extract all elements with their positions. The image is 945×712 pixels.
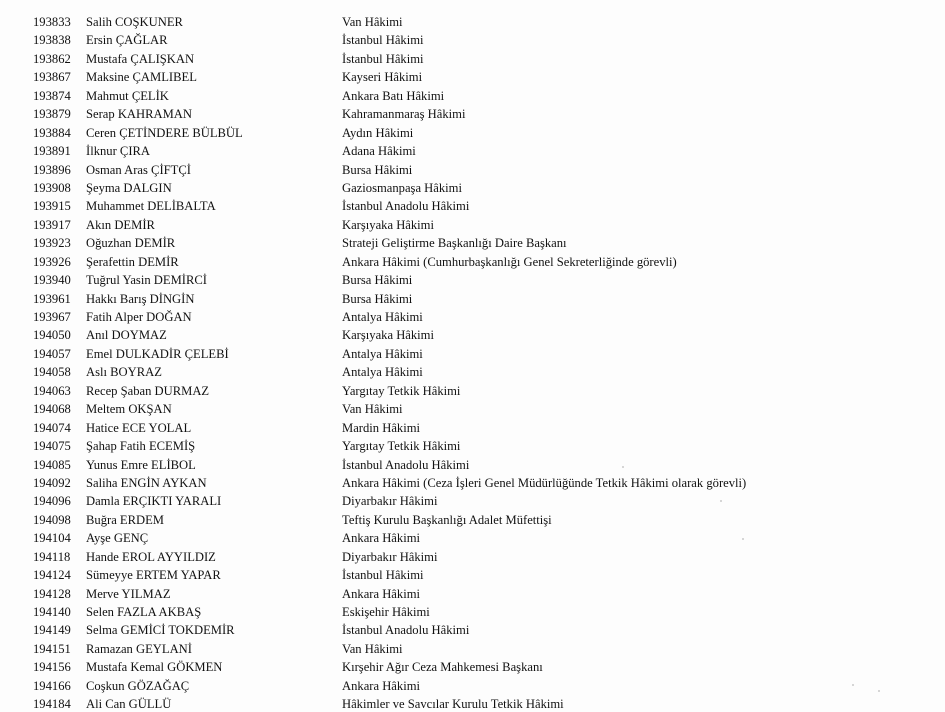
list-row (0, 658, 945, 676)
list-row (0, 161, 945, 179)
assignment: Gaziosmanpaşa Hâkimi (342, 180, 462, 195)
person-name: Osman Aras ÇİFTÇİ (86, 162, 191, 177)
list-row (0, 400, 945, 418)
registry-number: 194068 (33, 402, 71, 417)
scan-speck (878, 690, 880, 692)
assignment: Yargıtay Tetkik Hâkimi (342, 439, 461, 454)
person-name: Ceren ÇETİNDERE BÜLBÜL (86, 125, 243, 140)
assignment: Ankara Hâkimi (342, 586, 420, 601)
assignment: Diyarbakır Hâkimi (342, 549, 438, 564)
assignment: İstanbul Hâkimi (342, 33, 424, 48)
assignment: Bursa Hâkimi (342, 291, 413, 306)
assignment: Kırşehir Ağır Ceza Mahkemesi Başkanı (342, 660, 543, 675)
assignment: Bursa Hâkimi (342, 162, 413, 177)
assignment: İstanbul Hâkimi (342, 51, 424, 66)
registry-number: 193967 (33, 310, 71, 324)
registry-number: 194096 (33, 494, 71, 509)
person-name: Damla ERÇIKTI YARALI (86, 494, 222, 509)
person-name: İlknur ÇIRA (86, 144, 151, 159)
list-row (0, 640, 945, 658)
person-name: Mahmut ÇELİK (86, 88, 169, 103)
list-row (0, 271, 945, 289)
assignment: Van Hâkimi (342, 641, 403, 656)
list-row (0, 345, 945, 363)
person-name: Ramazan GEYLANİ (86, 641, 192, 656)
registry-number: 194118 (33, 549, 71, 564)
list-row (0, 548, 945, 566)
person-name: Emel DULKADİR ÇELEBİ (86, 346, 229, 361)
list-row (0, 511, 945, 529)
list-row (0, 566, 945, 584)
registry-number: 194128 (33, 586, 71, 601)
registry-number: 193874 (33, 88, 71, 103)
person-name: Oğuzhan DEMİR (86, 236, 176, 251)
assignment: İstanbul Anadolu Hâkimi (342, 199, 470, 214)
person-name: Selen FAZLA AKBAŞ (86, 605, 202, 619)
person-name: Hatice ECE YOLAL (86, 420, 192, 435)
list-row (0, 326, 945, 344)
assignment: İstanbul Anadolu Hâkimi (342, 457, 470, 472)
person-name: Hande EROL AYYILDIZ (86, 549, 216, 564)
assignment: İstanbul Hâkimi (342, 568, 424, 583)
registry-number: 194151 (33, 641, 71, 656)
assignment: Ankara Hâkimi (342, 678, 420, 693)
person-name: Merve YILMAZ (86, 586, 171, 601)
assignment: Kayseri Hâkimi (342, 70, 423, 85)
assignment: Mardin Hâkimi (342, 420, 420, 435)
person-name: Serap KAHRAMAN (86, 107, 192, 122)
registry-number: 193891 (33, 144, 71, 159)
appointment-list (0, 13, 945, 712)
assignment: İstanbul Anadolu Hâkimi (342, 623, 470, 638)
registry-number: 194057 (33, 346, 71, 361)
scan-speck (742, 538, 744, 540)
registry-number: 194058 (33, 365, 71, 380)
assignment: Ankara Hâkimi (342, 531, 420, 546)
list-row (0, 474, 945, 492)
list-row (0, 437, 945, 455)
list-row (0, 695, 945, 712)
assignment: Ankara Batı Hâkimi (342, 88, 445, 103)
person-name: Recep Şaban DURMAZ (86, 383, 210, 398)
registry-number: 194075 (33, 439, 71, 454)
registry-number: 193908 (33, 180, 71, 195)
list-row (0, 87, 945, 105)
scan-speck (852, 684, 854, 686)
registry-number: 193838 (33, 33, 71, 48)
list-row (0, 419, 945, 437)
assignment: Teftiş Kurulu Başkanlığı Adalet Müfettişi (342, 512, 552, 527)
registry-number: 194092 (33, 475, 71, 490)
list-row (0, 382, 945, 400)
person-name: Şeyma DALGIN (86, 180, 172, 195)
assignment: Aydın Hâkimi (342, 125, 414, 140)
person-name: Fatih Alper DOĞAN (86, 310, 192, 324)
assignment: Eskişehir Hâkimi (342, 605, 430, 619)
scan-speck (720, 500, 722, 502)
list-row (0, 363, 945, 381)
list-row (0, 234, 945, 252)
list-row (0, 621, 945, 639)
registry-number: 193879 (33, 107, 71, 122)
registry-number: 194050 (33, 328, 71, 343)
registry-number: 193896 (33, 162, 71, 177)
list-row (0, 603, 945, 621)
person-name: Yunus Emre ELİBOL (86, 457, 196, 472)
registry-number: 194184 (33, 697, 71, 712)
person-name: Ayşe GENÇ (86, 531, 149, 546)
list-row (0, 105, 945, 123)
registry-number: 194149 (33, 623, 71, 638)
list-row (0, 456, 945, 474)
registry-number: 193867 (33, 70, 71, 85)
assignment: Ankara Hâkimi (Cumhurbaşkanlığı Genel Sekreterliğinde görevli) (342, 254, 677, 269)
registry-number: 194074 (33, 420, 71, 435)
assignment: Karşıyaka Hâkimi (342, 217, 434, 232)
assignment: Van Hâkimi (342, 402, 403, 417)
registry-number: 193915 (33, 199, 71, 214)
list-row (0, 492, 945, 510)
list-row (0, 31, 945, 49)
person-name: Coşkun GÖZAĞAÇ (86, 678, 190, 693)
registry-number: 193923 (33, 236, 71, 251)
person-name: Mustafa ÇALIŞKAN (86, 51, 195, 66)
registry-number: 193926 (33, 254, 71, 269)
registry-number: 194085 (33, 457, 71, 472)
assignment: Karşıyaka Hâkimi (342, 328, 434, 343)
list-row (0, 50, 945, 68)
list-row (0, 216, 945, 234)
person-name: Maksine ÇAMLIBEL (86, 70, 197, 85)
person-name: Ali Can GÜLLÜ (86, 697, 172, 712)
registry-number: 193961 (33, 291, 71, 306)
list-row (0, 142, 945, 160)
registry-number: 194104 (33, 531, 71, 546)
registry-number: 194140 (33, 605, 71, 619)
list-row (0, 197, 945, 215)
list-row (0, 308, 945, 326)
list-row (0, 124, 945, 142)
registry-number: 194063 (33, 383, 71, 398)
person-name: Meltem OKŞAN (86, 402, 172, 417)
registry-number: 193884 (33, 125, 71, 140)
person-name: Şahap Fatih ECEMİŞ (86, 439, 196, 454)
assignment: Antalya Hâkimi (342, 346, 423, 361)
person-name: Muhammet DELİBALTA (86, 199, 216, 214)
registry-number: 194156 (33, 660, 71, 675)
scan-speck (622, 466, 624, 468)
assignment: Hâkimler ve Savcılar Kurulu Tetkik Hâkimi (342, 697, 564, 712)
list-row (0, 290, 945, 308)
assignment: Ankara Hâkimi (Ceza İşleri Genel Müdürlüğünde Tetkik Hâkimi olarak görevli) (342, 475, 747, 490)
registry-number: 194098 (33, 512, 71, 527)
person-name: Sümeyye ERTEM YAPAR (86, 568, 221, 583)
person-name: Anıl DOYMAZ (86, 328, 167, 343)
list-row (0, 677, 945, 695)
person-name: Mustafa Kemal GÖKMEN (86, 660, 223, 675)
assignment: Yargıtay Tetkik Hâkimi (342, 383, 461, 398)
person-name: Selma GEMİCİ TOKDEMİR (86, 623, 235, 638)
assignment: Diyarbakır Hâkimi (342, 494, 438, 509)
registry-number: 194124 (33, 568, 71, 583)
person-name: Şerafettin DEMİR (86, 254, 179, 269)
list-row (0, 585, 945, 603)
assignment: Kahramanmaraş Hâkimi (342, 107, 466, 122)
registry-number: 193940 (33, 273, 71, 288)
person-name: Saliha ENGİN AYKAN (86, 475, 207, 490)
list-row (0, 68, 945, 86)
person-name: Ersin ÇAĞLAR (86, 33, 168, 48)
person-name: Buğra ERDEM (86, 512, 165, 527)
assignment: Antalya Hâkimi (342, 310, 423, 324)
person-name: Tuğrul Yasin DEMİRCİ (86, 273, 207, 288)
person-name: Akın DEMİR (86, 217, 155, 232)
registry-number: 193833 (33, 15, 71, 29)
assignment: Bursa Hâkimi (342, 273, 413, 288)
person-name: Aslı BOYRAZ (86, 365, 162, 380)
assignment: Van Hâkimi (342, 15, 403, 29)
list-row (0, 179, 945, 197)
list-row (0, 529, 945, 547)
assignment: Strateji Geliştirme Başkanlığı Daire Başkanı (342, 236, 567, 251)
registry-number: 193917 (33, 217, 71, 232)
list-row (0, 253, 945, 271)
list-row (0, 13, 945, 31)
person-name: Hakkı Barış DİNGİN (86, 291, 195, 306)
registry-number: 193862 (33, 51, 71, 66)
person-name: Salih COŞKUNER (86, 15, 183, 29)
registry-number: 194166 (33, 678, 71, 693)
assignment: Antalya Hâkimi (342, 365, 423, 380)
assignment: Adana Hâkimi (342, 144, 416, 159)
